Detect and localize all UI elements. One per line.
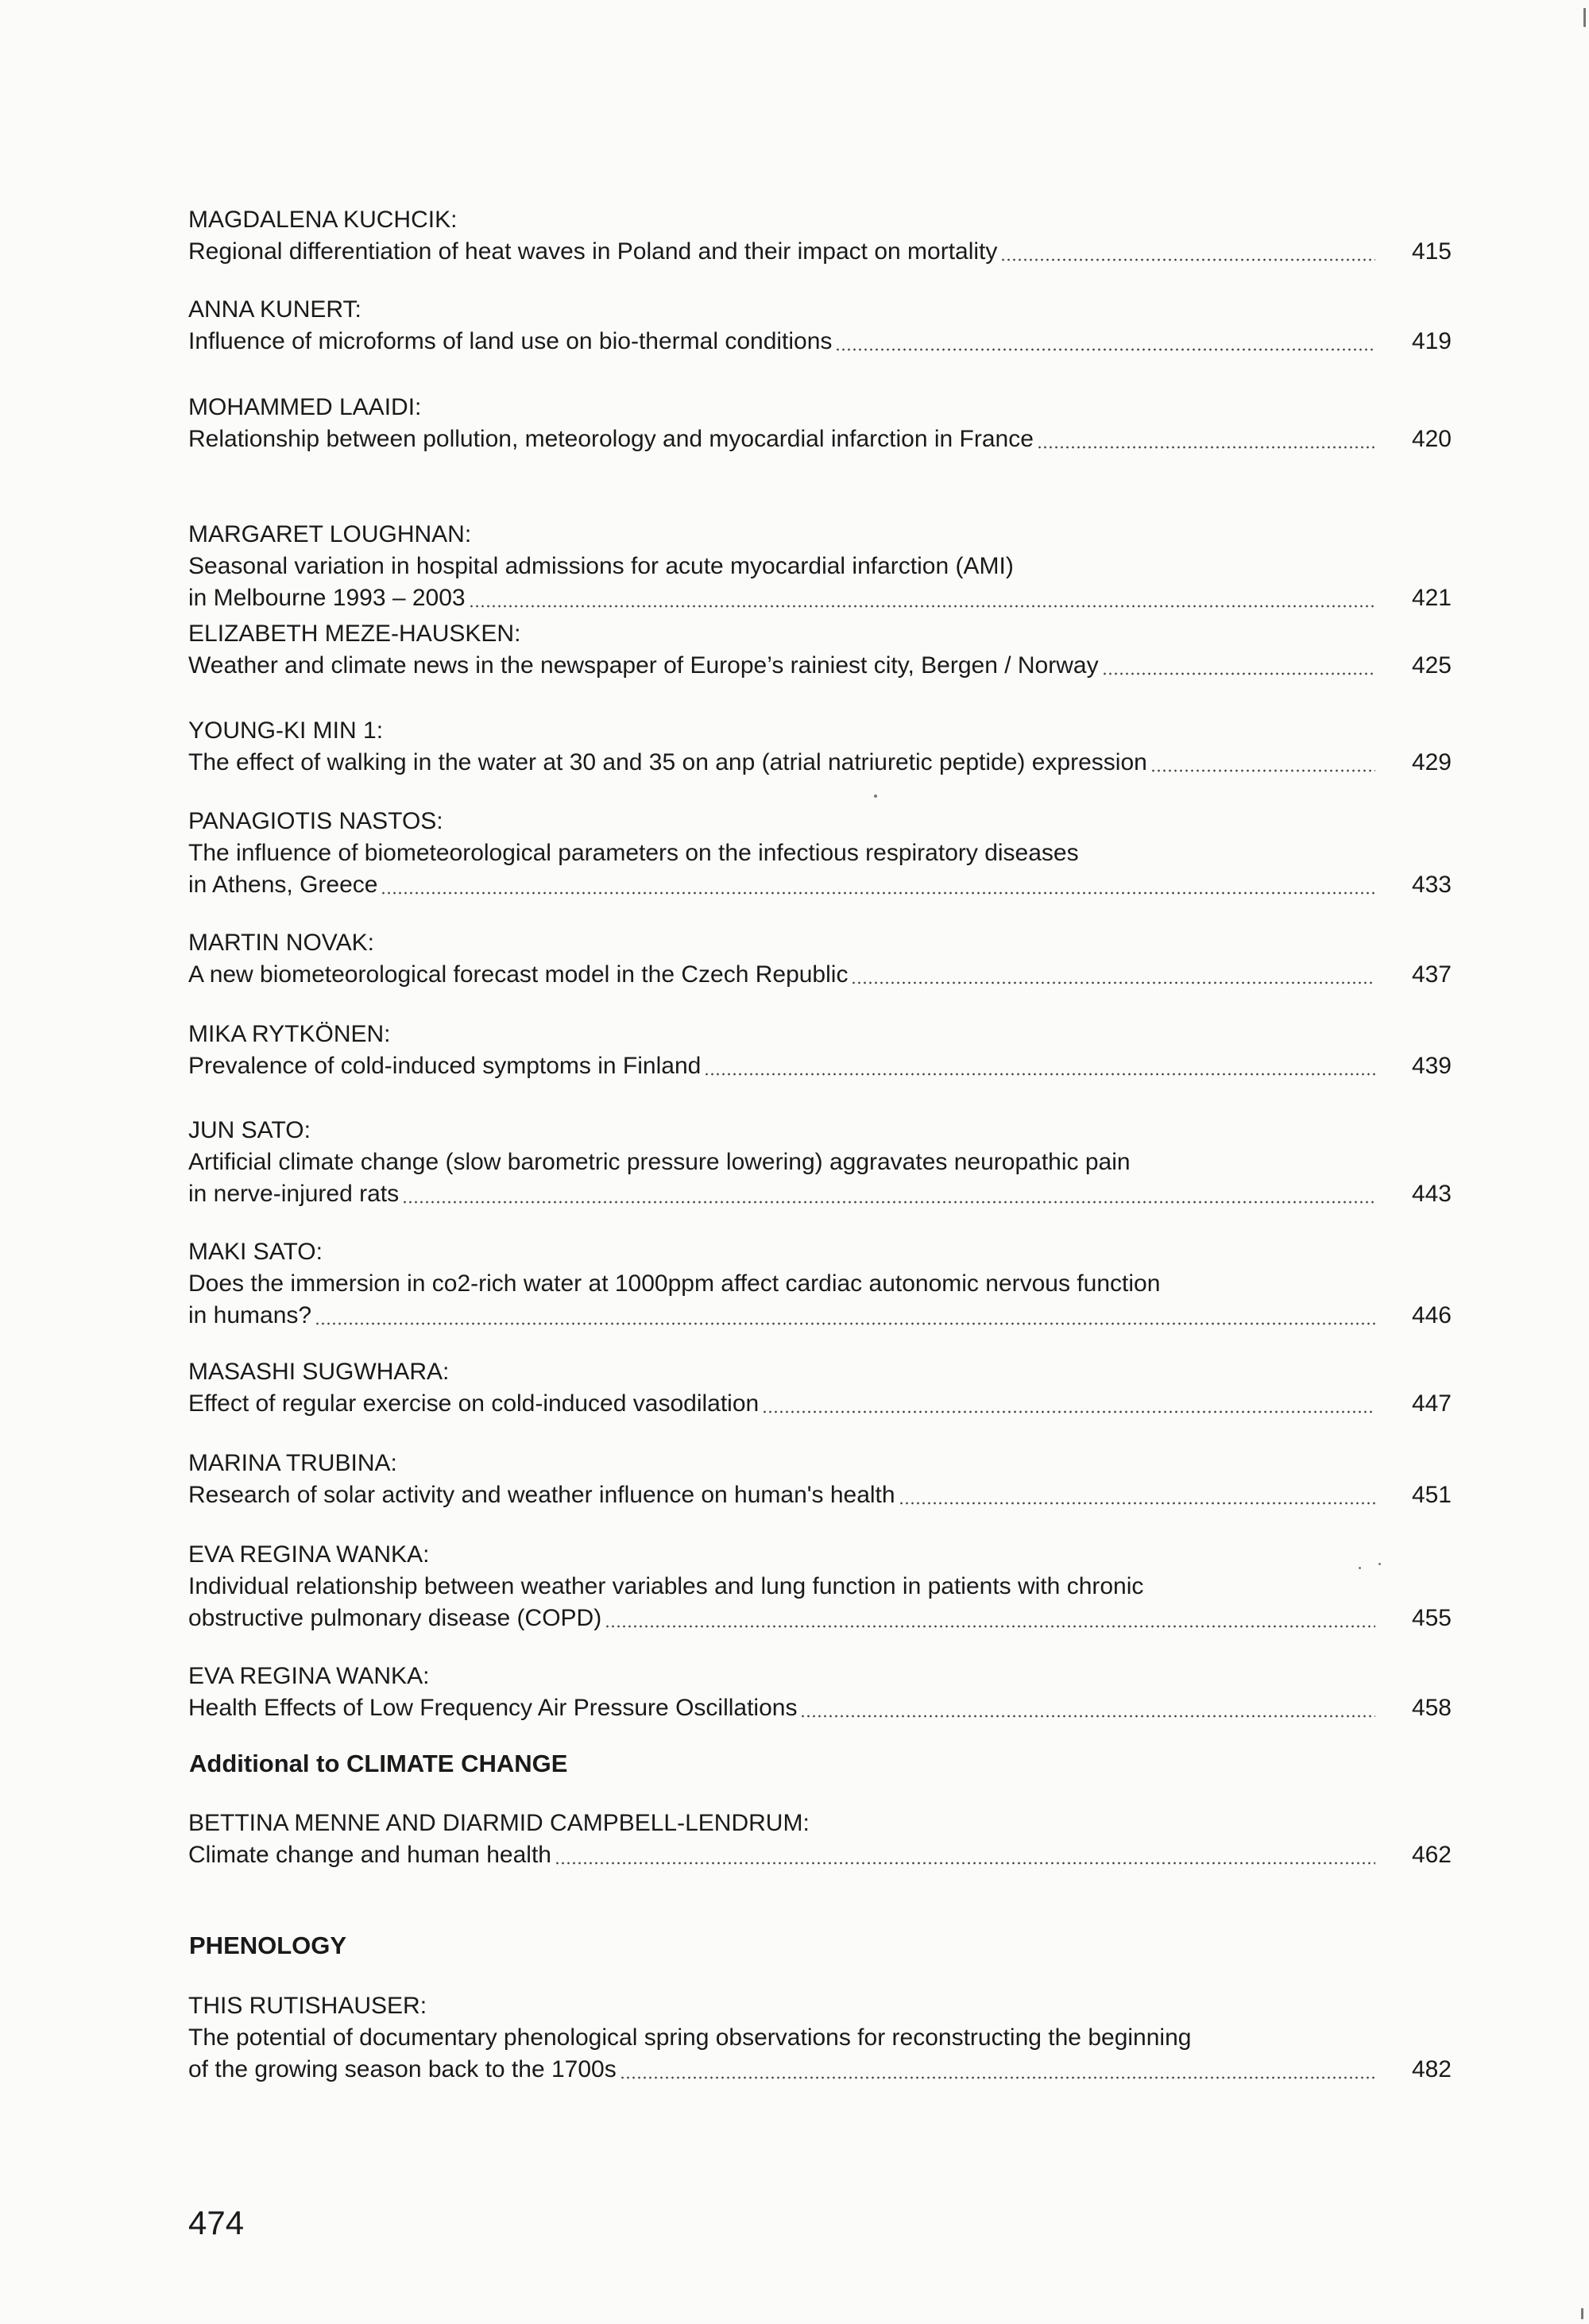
toc-entry-page-number: 455 <box>1411 1605 1452 1631</box>
toc-entry-title-row <box>188 1839 1452 1871</box>
toc-entry <box>188 1661 1452 1724</box>
toc-entry-title-line: Research of solar activity and weather influence on human's health <box>188 1482 895 1508</box>
dot-leader <box>555 1861 1375 1866</box>
dot-leader <box>1150 768 1375 773</box>
toc-entry-title-line: The effect of walking in the water at 30 and 35 on anp (atrial natriuretic peptide) expression <box>188 749 1147 775</box>
toc-entry-page-number: 447 <box>1411 1390 1452 1417</box>
toc-entry-title-line: Relationship between pollution, meteorology and myocardial infarction in France <box>188 426 1034 452</box>
dot-leader <box>899 1501 1375 1506</box>
toc-entry-title-line: in Melbourne 1993 – 2003 <box>188 585 466 611</box>
toc-entry-page-number: 482 <box>1411 2056 1452 2082</box>
toc-entry-title-line: The potential of documentary phenological spring observations for reconstructing the beginning <box>188 2024 1192 2051</box>
dot-leader <box>851 980 1374 985</box>
toc-entry-title-row <box>188 582 1452 614</box>
scan-mark <box>1581 2308 1583 2319</box>
toc-entry <box>188 1236 1452 1332</box>
toc-entry-title-row <box>188 1388 1452 1420</box>
toc-entry-page-number: 420 <box>1411 426 1452 452</box>
dot-leader <box>835 347 1375 352</box>
toc-entry-title-row <box>188 1050 1452 1082</box>
toc-entry-title-line: Regional differentiation of heat waves in Poland and their impact on mortality <box>188 238 998 265</box>
toc-entry-page-number: 433 <box>1411 872 1452 898</box>
toc-entry-title-line: in Athens, Greece <box>188 872 378 898</box>
toc-entry-title-row <box>188 959 1452 991</box>
toc-entry-title-line: Weather and climate news in the newspaper of Europe’s rainiest city, Bergen / Norway <box>188 652 1099 679</box>
dot-leader <box>402 1200 1375 1205</box>
dot-leader <box>762 1409 1375 1414</box>
toc-entry-page-number: 462 <box>1411 1842 1452 1868</box>
section-heading-phenology: PHENOLOGY <box>189 1932 347 1959</box>
toc-entry-author: ANNA KUNERT: <box>188 296 361 323</box>
toc-entry-page-number: 458 <box>1411 1695 1452 1721</box>
toc-entry-author: EVA REGINA WANKA: <box>188 1541 430 1568</box>
toc-entry-title-line: Does the immersion in co2-rich water at 1000ppm affect cardiac autonomic nervous function <box>188 1270 1161 1297</box>
toc-entry-title-line: Artificial climate change (slow barometric pressure lowering) aggravates neuropathic pain <box>188 1149 1131 1175</box>
scan-speck <box>1378 1563 1381 1565</box>
toc-entry-title-row <box>188 747 1452 779</box>
toc-entry-title-row <box>188 869 1452 901</box>
toc-entry-title-row <box>188 1603 1452 1634</box>
scan-mark <box>1583 8 1586 27</box>
dot-leader <box>1037 445 1375 450</box>
toc-entry <box>188 294 1452 358</box>
toc-entry-title-row <box>188 2054 1452 2086</box>
toc-entry-title-row <box>188 236 1452 268</box>
toc-entry-page-number: 425 <box>1411 652 1452 679</box>
toc-entry-title-line: of the growing season back to the 1700s <box>188 2056 617 2082</box>
toc-entry <box>188 1539 1452 1634</box>
dot-leader <box>704 1072 1375 1077</box>
toc-entry-title-line: Climate change and human health <box>188 1842 551 1868</box>
toc-entry-author: MIKA RYTKÖNEN: <box>188 1021 391 1047</box>
toc-entry <box>188 1990 1452 2086</box>
toc-entry-page-number: 439 <box>1411 1053 1452 1079</box>
section-heading-climate-change: Additional to CLIMATE CHANGE <box>189 1750 568 1777</box>
toc-entry-author: YOUNG-KI MIN 1: <box>188 717 384 744</box>
toc-entry-author: MARTIN NOVAK: <box>188 930 374 956</box>
toc-entry-title-line: A new biometeorological forecast model in the Czech Republic <box>188 961 849 988</box>
toc-entry <box>188 1448 1452 1511</box>
toc-entry-author: EVA REGINA WANKA: <box>188 1663 430 1689</box>
toc-entry-author: THIS RUTISHAUSER: <box>188 1993 427 2019</box>
toc-entry <box>188 1808 1452 1871</box>
toc-entry-page-number: 419 <box>1411 328 1452 354</box>
toc-entry-title-row <box>188 423 1452 455</box>
toc-entry <box>188 392 1452 455</box>
toc-entry-author: MARINA TRUBINA: <box>188 1450 397 1476</box>
toc-entry-title-line: Prevalence of cold-induced symptoms in Finland <box>188 1053 702 1079</box>
toc-entry-title-line: in humans? <box>188 1302 312 1328</box>
toc-entry-page-number: 446 <box>1411 1302 1452 1328</box>
toc-entry-title-row <box>188 650 1452 682</box>
toc-entry-title-row <box>188 1692 1452 1724</box>
toc-entry-title-line: Effect of regular exercise on cold-induced vasodilation <box>188 1390 760 1417</box>
toc-entry-page-number: 429 <box>1411 749 1452 775</box>
toc-entry-author: MAGDALENA KUCHCIK: <box>188 207 458 233</box>
toc-entry <box>188 1019 1452 1082</box>
toc-entry-author: MAKI SATO: <box>188 1239 323 1265</box>
toc-entry <box>188 715 1452 779</box>
dot-leader <box>381 891 1374 895</box>
toc-entry-page-number: 437 <box>1411 961 1452 988</box>
scan-speck <box>874 795 877 798</box>
toc-entry <box>188 806 1452 901</box>
toc-entry-page-number: 421 <box>1411 585 1452 611</box>
page-number: 474 <box>188 2204 245 2241</box>
toc-entry-author: MOHAMMED LAAIDI: <box>188 394 422 420</box>
toc-entry-author: MASASHI SUGWHARA: <box>188 1359 450 1385</box>
dot-leader <box>1000 257 1375 262</box>
dot-leader <box>800 1714 1374 1719</box>
dot-leader <box>1102 671 1375 676</box>
dot-leader <box>469 604 1375 609</box>
dot-leader <box>620 2075 1375 2080</box>
toc-entry-page-number: 415 <box>1411 238 1452 265</box>
toc-entry-title-line: Health Effects of Low Frequency Air Pressure Oscillations <box>188 1695 798 1721</box>
toc-entry <box>188 519 1452 614</box>
toc-entry-author: BETTINA MENNE AND DIARMID CAMPBELL-LENDRUM: <box>188 1810 810 1836</box>
toc-entry-page-number: 443 <box>1411 1181 1452 1207</box>
toc-entry-author: MARGARET LOUGHNAN: <box>188 521 472 547</box>
toc-entry-title-line: Seasonal variation in hospital admissions for acute myocardial infarction (AMI) <box>188 553 1014 579</box>
toc-entry <box>188 204 1452 268</box>
toc-entry-page-number: 451 <box>1411 1482 1452 1508</box>
toc-entry-title-line: Influence of microforms of land use on bio-thermal conditions <box>188 328 833 354</box>
toc-entry-title-line: The influence of biometeorological parameters on the infectious respiratory diseases <box>188 840 1079 866</box>
toc-entry-title-row <box>188 1178 1452 1210</box>
scan-speck <box>1359 1567 1361 1569</box>
toc-entry-title-line: in nerve-injured rats <box>188 1181 400 1207</box>
toc-entry-author: PANAGIOTIS NASTOS: <box>188 808 443 834</box>
toc-entry-title-row <box>188 1479 1452 1511</box>
toc-entry <box>188 1115 1452 1210</box>
toc-entry-title-line: obstructive pulmonary disease (COPD) <box>188 1605 602 1631</box>
toc-entry <box>188 1356 1452 1420</box>
toc-entry-title-row <box>188 1300 1452 1332</box>
dot-leader <box>315 1321 1375 1326</box>
toc-entry-author: ELIZABETH MEZE-HAUSKEN: <box>188 621 521 647</box>
toc-entry-author: JUN SATO: <box>188 1117 311 1143</box>
toc-entry <box>188 927 1452 991</box>
toc-entry <box>188 618 1452 682</box>
toc-entry-title-line: Individual relationship between weather variables and lung function in patients with chronic <box>188 1573 1144 1599</box>
dot-leader <box>605 1624 1375 1629</box>
toc-entry-title-row <box>188 326 1452 358</box>
